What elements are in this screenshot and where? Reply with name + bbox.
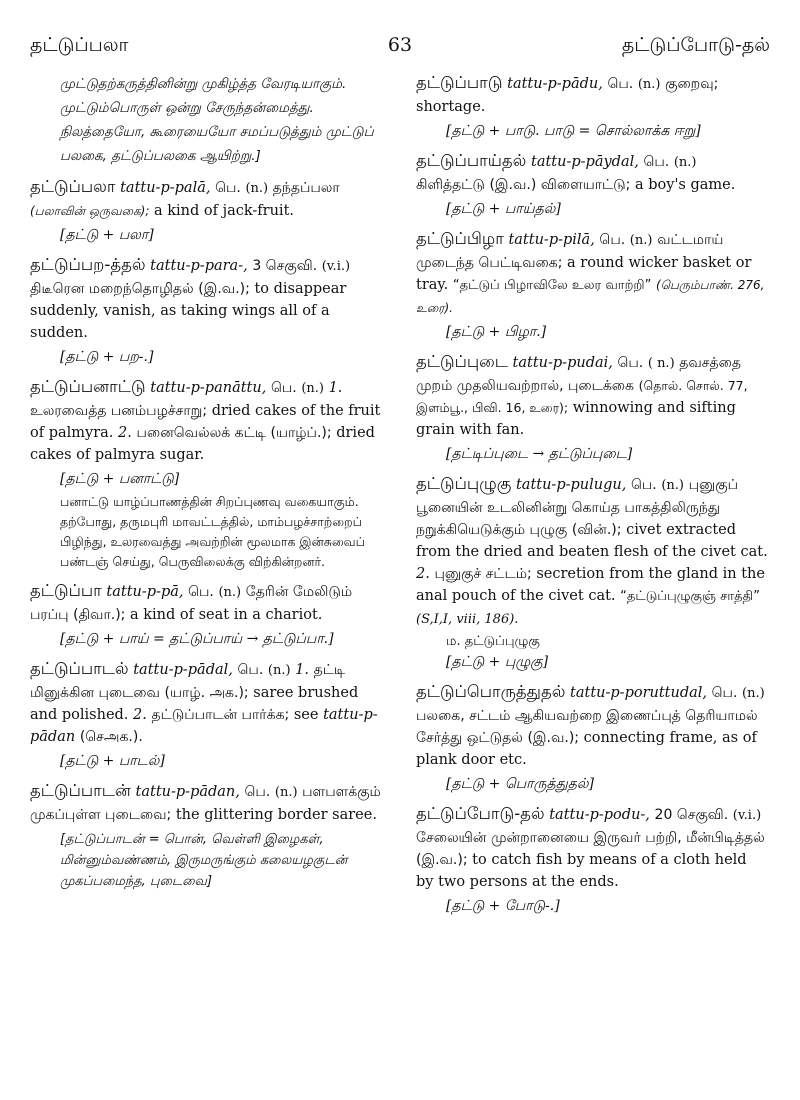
continued-note: முட்டுதற்கருத்தினின்று முகிழ்த்த வேரடியாகும். முட்டும்பொருள் ஒன்று சேருந்தன்மைத்து. நிலத்தையோ, கூரையையோ சமப்படுத்தும் முட்டுப் பலகை, தட்டுப்பலகை ஆயிற்று.] [60, 76, 374, 164]
pos: பெ. [237, 662, 264, 678]
headword: தட்டுப்பாடல் [30, 659, 129, 678]
entry-tattu-p-paydal [416, 150, 768, 196]
tamil-definition: தவசத்தை முறம் முதலியவற்றால், புடைக்கை [416, 355, 742, 394]
english-definition: shortage. [416, 99, 486, 115]
transliteration: tattu-p-para-, [150, 258, 248, 274]
headword: தட்டுப்பொருத்துதல் [416, 682, 566, 701]
grammar: (n.) [274, 785, 298, 800]
entry-tattu-p-para [30, 254, 386, 344]
tamil-definition: விளையாட்டு; [540, 177, 631, 193]
pos: பெ. [599, 232, 626, 248]
entry-tattu-p-padal [30, 658, 386, 748]
source-ref: (இ.வ.); [527, 730, 579, 746]
headword: தட்டுப்பலா [30, 177, 116, 196]
transliteration: tattu-p-pādu, [507, 76, 603, 92]
transliteration: tattu-p-pādan, [135, 784, 240, 800]
etymology: [தட்டு + பலா] [60, 227, 154, 243]
english-definition: to catch fish by means of a cloth held by two persons at the ends. [416, 852, 747, 890]
english-definition: dried cakes of the fruit of palmyra. [30, 403, 381, 441]
headword: தட்டுப்புடை [416, 352, 508, 371]
quotation: “தட்டுப்புழுகுஞ் சாத்தி” [620, 589, 760, 604]
grammar: (n.) [218, 585, 242, 600]
entry-tattu-p-padan [30, 780, 386, 826]
page-header [30, 34, 770, 60]
tamil-definition: தட்டி மினுக்கின புடைவை [30, 662, 345, 701]
source-ref: (யாழ். அக.); [164, 685, 249, 701]
pos: பெ. [270, 380, 297, 396]
cross-reference: tattu-p-pādan [30, 707, 378, 745]
transliteration: tattu-p-pudai, [512, 355, 613, 371]
pos: பெ. [630, 477, 657, 493]
english-definition: saree brushed and polished. [30, 685, 359, 723]
transliteration: tattu-p-pulugu, [515, 477, 627, 493]
entry-tattu-p-pila [416, 228, 768, 319]
transliteration: tattu-p-palā, [120, 180, 211, 196]
grammar: (v.i.) [732, 808, 762, 823]
tamil-definition: குறைவு; [665, 76, 719, 92]
entry-tattu-p-pala [30, 176, 386, 222]
source-ref: (இ.வ.) [489, 177, 537, 193]
source-ref: (தொல். சொல். 77, இளம்பூ., பிவி. 16, உரை); [416, 378, 748, 415]
grammar: (n.) [637, 77, 661, 92]
grammar: (n.) [245, 181, 269, 196]
pos: பெ. [244, 784, 271, 800]
english-definition: to disappear suddenly, vanish, as taking wings all of a sudden. [30, 281, 347, 341]
english-definition: connecting frame, as of plank door etc. [416, 730, 757, 768]
entry-tattu-p-panattu [30, 376, 386, 466]
transliteration: tattu-p-pilā, [508, 232, 595, 248]
tamil-definition: பளபளக்கும் முகப்புள்ள புடைவை; [30, 784, 381, 823]
entry-tattu-p-padu [416, 72, 768, 118]
header-right-guideword: தட்டுப்போடு-தல் [621, 34, 770, 56]
source-ref: (பெரும்பாண். 276, உரை). [416, 278, 765, 315]
tamil-definition: தட்டுப்பாடன் பார்க்க; [151, 707, 290, 723]
source-ref: (S,I,I, viii, 186). [416, 612, 519, 627]
transliteration: tattu-p-panāttu, [150, 380, 267, 396]
grammar: (n.) [629, 233, 653, 248]
tamil-definition: திடீரென மறைந்தொழிதல் [30, 281, 194, 297]
headword: தட்டுப்பிழா [416, 229, 504, 248]
english-definition: a kind of jack-fruit. [153, 203, 294, 219]
etymology: [தட்டிப்புடை → தட்டுப்புடை] [446, 446, 633, 462]
tamil-definition: பலகை, சட்டம் ஆகியவற்றை இணைப்புத் தெரியாமல் சேர்த்து ஒட்டுதல் [416, 708, 758, 746]
tamil-definition: புனுகுச் சட்டம்; [434, 566, 532, 582]
etymology: [தட்டு + புழுகு] [446, 654, 549, 670]
etymology: [தட்டு + பனாட்டு] [60, 471, 180, 487]
entry-tattu-p-pudai [416, 351, 768, 441]
tamil-definition: கிளித்தட்டு [416, 177, 485, 193]
pos: பெ. [188, 584, 214, 600]
etymology: [தட்டு + பாய் = தட்டுப்பாய் → தட்டுப்பா.] [60, 631, 334, 647]
entry-tattu-p-pa [30, 580, 386, 626]
entry-tattu-p-podu [416, 803, 768, 893]
source-ref: (செஅக.). [79, 729, 143, 745]
grammar: (n.) [301, 381, 324, 396]
grammar: (v.i.) [321, 259, 351, 274]
grammar: ( n.) [647, 356, 675, 371]
pos: பெ. [617, 355, 644, 371]
etymology: [தட்டு + பொருத்துதல்] [446, 776, 594, 792]
source-ref: (இ.வ.); [416, 852, 468, 868]
sense-number: 1. [295, 662, 309, 678]
english-definition: the glittering border saree. [175, 807, 377, 823]
english-definition: secretion from the gland in the anal pouch of the civet cat. [416, 566, 765, 604]
grammar: (n.) [661, 478, 684, 493]
headword: தட்டுப்பாய்தல் [416, 151, 527, 170]
pos: பெ. [607, 76, 634, 92]
transliteration: tattu-p-pā, [106, 584, 184, 600]
etymology: [தட்டு + பிழா.] [446, 324, 547, 340]
entry-tattu-p-pulugu [416, 473, 768, 631]
tamil-definition: பனைவெல்லக் கட்டி [136, 425, 266, 441]
headword: தட்டுப்பாடன் [30, 781, 131, 800]
sense-number: 1. [328, 380, 343, 396]
english-definition: winnowing and sifting grain with fan. [416, 400, 736, 438]
sense-number: 2. [133, 707, 147, 723]
grammar: (n.) [673, 155, 697, 170]
tamil-definition: வட்டமாய் முடைந்த பெட்டிவகை; [416, 232, 724, 271]
english-definition: dried cakes of palmyra sugar. [30, 425, 375, 463]
tamil-definition: உலரவைத்த பனம்பழச்சாறு; [30, 403, 208, 419]
etymology: [தட்டு + பாடு. பாடு = சொல்லாக்க ஈறு] [446, 123, 701, 139]
headword: தட்டுப்புழுகு [416, 474, 512, 493]
etymology: [தட்டு + பற-.] [60, 349, 154, 365]
english-definition: a round wicker basket or tray. [416, 255, 752, 293]
tamil-definition: சேலையின் முன்றானையை இருவர் பற்றி, மீன்பிடித்தல் [416, 830, 765, 846]
etymology: [தட்டு + போடு-.] [446, 898, 560, 914]
pos: 3 செகுவி. [252, 258, 318, 274]
headword: தட்டுப்பற-த்தல் [30, 255, 146, 274]
explanatory-note: பனாட்டு யாழ்ப்பாணத்தின் சிறப்புணவு வகையாகும். தற்போது, தருமபுரி மாவட்டத்தில், மாம்பழச்சாற்றைப் பிழிந்து, உலரவைத்து அவற்றின் மூலமாக இன்சுவைப் பண்டஞ் செய்து, பெருவிலைக்கு விற்கின்றனர். [60, 494, 365, 569]
pos: 20 செகுவி. [654, 807, 729, 823]
quotation: “தட்டுப் பிழாவிலே உலர வாற்றி” [452, 278, 652, 293]
left-column [30, 72, 386, 900]
explanatory-note: [தட்டுப்பாடன் = பொன், வெள்ளி இழைகள், மின்னும்வண்ணம், இருமருங்கும் கலையழகுடன் முகப்பமைந்த, புடைவை] [60, 832, 348, 889]
grammar: (n.) [267, 663, 291, 678]
grammar: (n.) [742, 686, 765, 701]
transliteration: tattu-p-poruttudal, [570, 685, 708, 701]
source-ref: (பலாவின் ஒருவகை); [30, 204, 150, 218]
etymology: [தட்டு + பாடல்] [60, 753, 165, 769]
page-number: 63 [387, 34, 413, 56]
pos: பெ. [643, 154, 670, 170]
etymology: [தட்டு + பாய்தல்] [446, 201, 561, 217]
sense-number: 2. [416, 566, 430, 582]
entry-tattu-p-poruttudal [416, 681, 768, 771]
transliteration: tattu-p-pāydal, [531, 154, 639, 170]
source-ref: (வின்.); [571, 522, 622, 538]
english-definition: a boy's game. [634, 177, 736, 193]
transliteration: tattu-p-pādal, [133, 662, 233, 678]
headword: தட்டுப்பாடு [416, 73, 503, 92]
tamil-definition: புனுகுப் பூனையின் உடலினின்று கொய்த பாகத்திலிருந்து நறுக்கியெடுக்கும் புழுகு [416, 477, 739, 538]
tamil-definition: தேரின் மேலிடும் பரப்பு [30, 584, 353, 623]
headword: தட்டுப்பா [30, 581, 102, 600]
source-ref: (இ.வ.); [198, 281, 250, 297]
transliteration: tattu-p-podu-, [549, 807, 650, 823]
english-definition: a kind of seat in a chariot. [130, 607, 323, 623]
tamil-definition: தந்தப்பலா [272, 180, 340, 196]
english-definition: civet extracted from the dried and beaten flesh of the civet cat. [416, 522, 768, 560]
pos: பெ. [711, 685, 738, 701]
header-left-guideword: தட்டுப்பலா [30, 34, 129, 56]
right-column [416, 72, 768, 925]
headword: தட்டுப்போடு-தல் [416, 804, 545, 823]
english-definition: see [293, 707, 319, 723]
pos: பெ. [215, 180, 241, 196]
sense-number: 2. [118, 425, 132, 441]
source-ref: (யாழ்ப்.); [270, 425, 332, 441]
headword: தட்டுப்பனாட்டு [30, 377, 146, 396]
cognate: ம. தட்டுப்புழுகு [446, 634, 540, 649]
source-ref: (திவா.); [73, 607, 126, 623]
